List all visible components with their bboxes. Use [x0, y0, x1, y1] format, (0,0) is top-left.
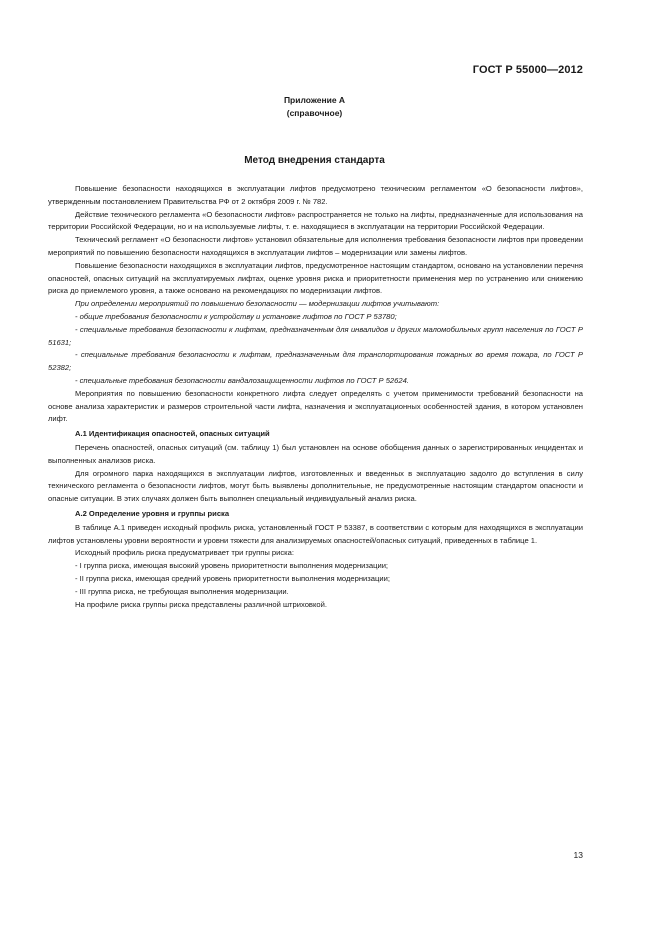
section-heading: А.1 Идентификация опасностей, опасных ситуаций	[75, 429, 270, 439]
paragraph: Действие технического регламента «О безопасности лифтов» распространяется не только на лифты, предназначенные для использования на территории Российской Федерации, но и на используемые лифты, т. е. находящиеся в эксплуатации на территории Российской Федерации.	[48, 209, 583, 232]
annex-heading	[0, 94, 629, 120]
paragraph: Повышение безопасности находящихся в эксплуатации лифтов предусмотрено техническим регламентом «О безопасности лифтов», утвержденным постановлением Правительства РФ от 2 октября 2009 г. № 782.	[48, 184, 583, 206]
section-heading: А.2 Определение уровня и группы риска	[75, 508, 230, 518]
paragraph: На профиле риска группы риска представлены различной штриховкой.	[75, 599, 327, 609]
paragraph: - специальные требования безопасности к лифтам, предназначенным для инвалидов и других маломобильных групп населения по ГОСТ Р 51631;	[48, 324, 583, 347]
paragraph: Технический регламент «О безопасности лифтов» установил обязательные для исполнения требования безопасности лифтов при проведении мероприятий по повышению безопасности находящихся в эксплуатации лифтов – модернизации или замены лифтов.	[48, 235, 583, 257]
paragraph: - I группа риска, имеющая высокий уровень приоритетности выполнения модернизации;	[75, 561, 389, 571]
paragraph: - III группа риска, не требующая выполнения модернизации.	[75, 586, 289, 596]
annex-label: Приложение А	[283, 95, 346, 105]
paragraph: - общие требования безопасности к устройству и установке лифтов по ГОСТ Р 53780;	[75, 311, 397, 321]
page-number: 13	[573, 850, 583, 860]
paragraph: - специальные требования безопасности к лифтам, предназначенным для транспортирования пожарных во время пожара, по ГОСТ Р 52382;	[48, 350, 583, 373]
document-code: ГОСТ Р 55000—2012	[472, 64, 583, 76]
paragraph: Повышение безопасности находящихся в эксплуатации лифтов, предусмотренное настоящим стандартом, основано на установлении перечня опасностей, опасных ситуаций на эксплуатируемых лифтах, оценке уровня риска и приоритетности применения мер по устранению или снижению риска до приемлемого уровня, а также основано на рекомендациях по модернизации лифтов.	[48, 260, 583, 296]
paragraph: Мероприятия по повышению безопасности конкретного лифта следует определять с учетом применимости требований безопасности на основе анализа характеристик и размеров строительной части лифта, назначения и эксплуатационных особенностей здания, в котором установлен лифт.	[48, 388, 583, 424]
paragraph: - II группа риска, имеющая средний уровень приоритетности выполнения модернизации;	[75, 573, 390, 583]
paragraph: Перечень опасностей, опасных ситуаций (см. таблицу 1) был установлен на основе обобщения данных о зарегистрированных инцидентах и выполненных анализов риска.	[48, 442, 583, 465]
paragraph: Для огромного парка находящихся в эксплуатации лифтов, изготовленных и введенных в эксплуатацию задолго до вступления в силу технического регламента о безопасности лифтов, могут быть выявлены дополнительные, не предусмотренные настоящим стандартом опасности и опасные ситуации. В этих случаях должен быть выполнен специальный индивидуальный анализ риска.	[48, 468, 583, 504]
paragraph: - специальные требования безопасности вандалозащищенности лифтов по ГОСТ Р 52624.	[75, 375, 409, 385]
paragraph: При определении мероприятий по повышению безопасности — модернизации лифтов учитывают:	[75, 299, 440, 309]
paragraph: В таблице А.1 приведен исходный профиль риска, установленный ГОСТ Р 53387, в соответствии с которым для находящихся в эксплуатации лифтов установлены уровни вероятности и уровни тяжести для анализируемых опасностей/опасных ситуаций, приведенных в таблице 1.	[48, 522, 583, 545]
paragraph: Исходный профиль риска предусматривает три группы риска:	[75, 548, 295, 558]
annex-type: (справочное)	[286, 108, 343, 118]
body-text	[48, 183, 583, 611]
page-title: Метод внедрения стандарта	[244, 155, 385, 166]
